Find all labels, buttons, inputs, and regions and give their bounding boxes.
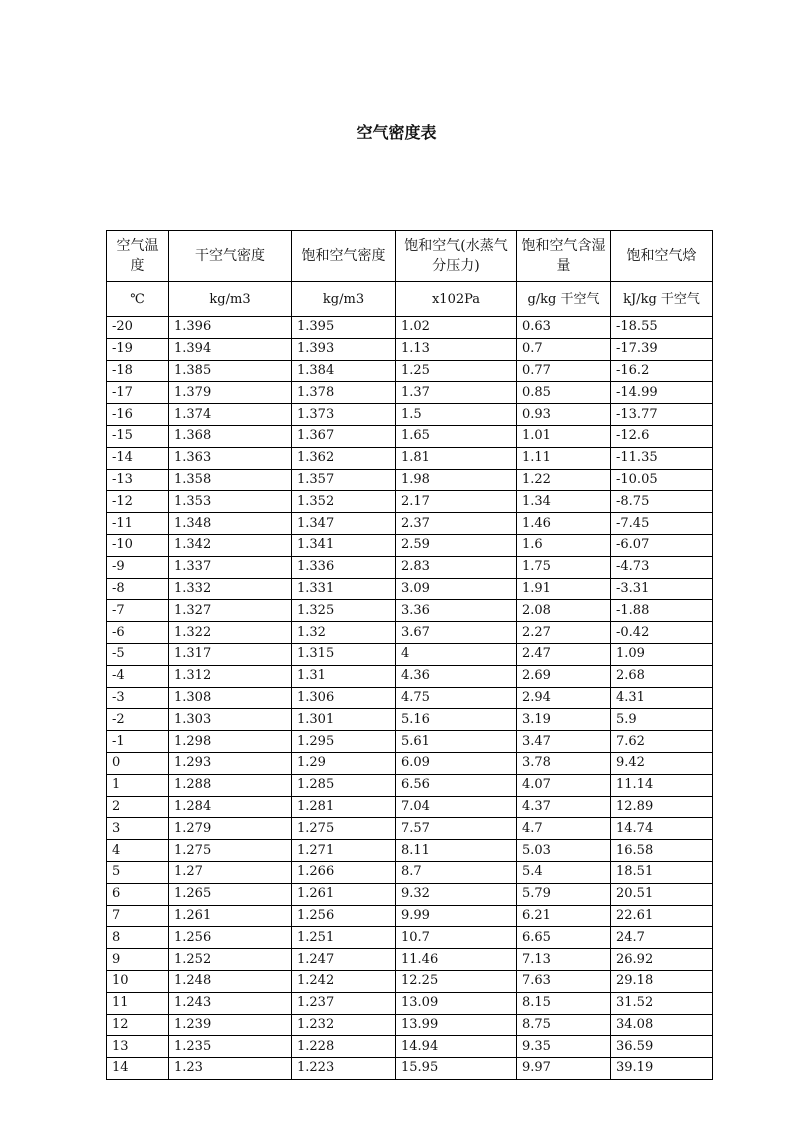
table-row — [107, 382, 713, 404]
cell-enthalpy: -0.42 — [611, 622, 713, 644]
cell-dry-air-density: 1.327 — [169, 600, 292, 622]
table-row — [107, 447, 713, 469]
cell-saturated-air-density: 1.336 — [292, 556, 396, 578]
cell-temperature: -5 — [107, 643, 169, 665]
unit-moisture-content: g/kg 干空气 — [517, 282, 611, 317]
table-row — [107, 752, 713, 774]
cell-temperature: -18 — [107, 360, 169, 382]
cell-saturated-air-density: 1.256 — [292, 905, 396, 927]
cell-moisture-content: 5.03 — [517, 840, 611, 862]
cell-temperature: -7 — [107, 600, 169, 622]
cell-enthalpy: 18.51 — [611, 861, 713, 883]
cell-moisture-content: 0.93 — [517, 404, 611, 426]
cell-dry-air-density: 1.284 — [169, 796, 292, 818]
cell-temperature: 9 — [107, 949, 169, 971]
cell-saturated-air-density: 1.232 — [292, 1014, 396, 1036]
cell-dry-air-density: 1.322 — [169, 622, 292, 644]
cell-vapor-pressure: 2.59 — [396, 534, 517, 556]
cell-vapor-pressure: 6.56 — [396, 774, 517, 796]
cell-vapor-pressure: 9.99 — [396, 905, 517, 927]
cell-saturated-air-density: 1.295 — [292, 731, 396, 753]
table-row — [107, 317, 713, 339]
cell-saturated-air-density: 1.247 — [292, 949, 396, 971]
cell-enthalpy: -14.99 — [611, 382, 713, 404]
cell-saturated-air-density: 1.242 — [292, 970, 396, 992]
cell-dry-air-density: 1.252 — [169, 949, 292, 971]
cell-enthalpy: 16.58 — [611, 840, 713, 862]
cell-temperature: -3 — [107, 687, 169, 709]
cell-moisture-content: 1.11 — [517, 447, 611, 469]
cell-dry-air-density: 1.27 — [169, 861, 292, 883]
cell-moisture-content: 5.4 — [517, 861, 611, 883]
cell-moisture-content: 8.75 — [517, 1014, 611, 1036]
cell-saturated-air-density: 1.341 — [292, 534, 396, 556]
cell-enthalpy: -10.05 — [611, 469, 713, 491]
cell-saturated-air-density: 1.29 — [292, 752, 396, 774]
cell-dry-air-density: 1.337 — [169, 556, 292, 578]
cell-temperature: -6 — [107, 622, 169, 644]
header-enthalpy: 饱和空气焓 — [611, 231, 713, 282]
unit-temperature: ℃ — [107, 282, 169, 317]
table-row — [107, 360, 713, 382]
cell-enthalpy: -3.31 — [611, 578, 713, 600]
cell-saturated-air-density: 1.362 — [292, 447, 396, 469]
cell-moisture-content: 5.79 — [517, 883, 611, 905]
cell-enthalpy: 22.61 — [611, 905, 713, 927]
cell-temperature: 4 — [107, 840, 169, 862]
cell-temperature: -8 — [107, 578, 169, 600]
cell-saturated-air-density: 1.251 — [292, 927, 396, 949]
cell-vapor-pressure: 1.25 — [396, 360, 517, 382]
cell-dry-air-density: 1.396 — [169, 317, 292, 339]
cell-saturated-air-density: 1.228 — [292, 1036, 396, 1058]
cell-moisture-content: 1.22 — [517, 469, 611, 491]
cell-enthalpy: 7.62 — [611, 731, 713, 753]
cell-saturated-air-density: 1.237 — [292, 992, 396, 1014]
table-row — [107, 949, 713, 971]
table-row — [107, 840, 713, 862]
cell-enthalpy: 5.9 — [611, 709, 713, 731]
cell-moisture-content: 4.07 — [517, 774, 611, 796]
cell-moisture-content: 3.78 — [517, 752, 611, 774]
cell-dry-air-density: 1.363 — [169, 447, 292, 469]
cell-enthalpy: 9.42 — [611, 752, 713, 774]
table-row — [107, 534, 713, 556]
cell-enthalpy: -16.2 — [611, 360, 713, 382]
table-row — [107, 1014, 713, 1036]
cell-vapor-pressure: 1.37 — [396, 382, 517, 404]
table-row — [107, 491, 713, 513]
cell-dry-air-density: 1.332 — [169, 578, 292, 600]
cell-saturated-air-density: 1.223 — [292, 1058, 396, 1080]
cell-moisture-content: 6.65 — [517, 927, 611, 949]
table-row — [107, 970, 713, 992]
cell-moisture-content: 2.47 — [517, 643, 611, 665]
cell-saturated-air-density: 1.325 — [292, 600, 396, 622]
cell-enthalpy: 2.68 — [611, 665, 713, 687]
table-row — [107, 818, 713, 840]
page-title: 空气密度表 — [356, 123, 437, 142]
cell-enthalpy: -18.55 — [611, 317, 713, 339]
cell-moisture-content: 7.63 — [517, 970, 611, 992]
header-saturated-air-density: 饱和空气密度 — [292, 231, 396, 282]
cell-enthalpy: -4.73 — [611, 556, 713, 578]
cell-vapor-pressure: 14.94 — [396, 1036, 517, 1058]
cell-moisture-content: 2.69 — [517, 665, 611, 687]
cell-dry-air-density: 1.308 — [169, 687, 292, 709]
table-row — [107, 883, 713, 905]
cell-vapor-pressure: 10.7 — [396, 927, 517, 949]
table-row — [107, 731, 713, 753]
cell-saturated-air-density: 1.315 — [292, 643, 396, 665]
cell-dry-air-density: 1.265 — [169, 883, 292, 905]
cell-dry-air-density: 1.312 — [169, 665, 292, 687]
cell-moisture-content: 3.19 — [517, 709, 611, 731]
cell-temperature: -13 — [107, 469, 169, 491]
cell-saturated-air-density: 1.373 — [292, 404, 396, 426]
cell-dry-air-density: 1.23 — [169, 1058, 292, 1080]
cell-moisture-content: 0.77 — [517, 360, 611, 382]
cell-enthalpy: 39.19 — [611, 1058, 713, 1080]
table-row — [107, 556, 713, 578]
cell-dry-air-density: 1.243 — [169, 992, 292, 1014]
cell-vapor-pressure: 3.09 — [396, 578, 517, 600]
cell-temperature: 7 — [107, 905, 169, 927]
cell-vapor-pressure: 12.25 — [396, 970, 517, 992]
table-row — [107, 774, 713, 796]
cell-temperature: -17 — [107, 382, 169, 404]
cell-saturated-air-density: 1.271 — [292, 840, 396, 862]
header-moisture-content: 饱和空气含湿量 — [517, 231, 611, 282]
cell-vapor-pressure: 5.16 — [396, 709, 517, 731]
cell-moisture-content: 4.7 — [517, 818, 611, 840]
cell-saturated-air-density: 1.395 — [292, 317, 396, 339]
cell-dry-air-density: 1.261 — [169, 905, 292, 927]
cell-dry-air-density: 1.256 — [169, 927, 292, 949]
header-dry-air-density: 干空气密度 — [169, 231, 292, 282]
cell-temperature: -10 — [107, 534, 169, 556]
cell-moisture-content: 0.85 — [517, 382, 611, 404]
cell-vapor-pressure: 15.95 — [396, 1058, 517, 1080]
cell-dry-air-density: 1.298 — [169, 731, 292, 753]
cell-temperature: -14 — [107, 447, 169, 469]
unit-vapor-pressure: x102Pa — [396, 282, 517, 317]
cell-moisture-content: 3.47 — [517, 731, 611, 753]
table-row — [107, 425, 713, 447]
cell-moisture-content: 4.37 — [517, 796, 611, 818]
cell-vapor-pressure: 5.61 — [396, 731, 517, 753]
cell-dry-air-density: 1.379 — [169, 382, 292, 404]
cell-vapor-pressure: 4 — [396, 643, 517, 665]
header-row — [107, 231, 713, 282]
cell-vapor-pressure: 1.65 — [396, 425, 517, 447]
cell-vapor-pressure: 1.02 — [396, 317, 517, 339]
cell-dry-air-density: 1.374 — [169, 404, 292, 426]
cell-enthalpy: 24.7 — [611, 927, 713, 949]
cell-enthalpy: -12.6 — [611, 425, 713, 447]
cell-enthalpy: -13.77 — [611, 404, 713, 426]
cell-moisture-content: 2.27 — [517, 622, 611, 644]
cell-saturated-air-density: 1.32 — [292, 622, 396, 644]
table-row — [107, 513, 713, 535]
cell-saturated-air-density: 1.357 — [292, 469, 396, 491]
cell-temperature: -1 — [107, 731, 169, 753]
cell-vapor-pressure: 1.5 — [396, 404, 517, 426]
cell-temperature: 3 — [107, 818, 169, 840]
cell-enthalpy: 14.74 — [611, 818, 713, 840]
cell-vapor-pressure: 4.36 — [396, 665, 517, 687]
cell-vapor-pressure: 1.98 — [396, 469, 517, 491]
cell-dry-air-density: 1.368 — [169, 425, 292, 447]
cell-dry-air-density: 1.248 — [169, 970, 292, 992]
cell-temperature: 12 — [107, 1014, 169, 1036]
cell-vapor-pressure: 3.67 — [396, 622, 517, 644]
cell-temperature: 0 — [107, 752, 169, 774]
cell-dry-air-density: 1.239 — [169, 1014, 292, 1036]
cell-dry-air-density: 1.288 — [169, 774, 292, 796]
cell-saturated-air-density: 1.352 — [292, 491, 396, 513]
cell-vapor-pressure: 13.99 — [396, 1014, 517, 1036]
cell-saturated-air-density: 1.261 — [292, 883, 396, 905]
cell-dry-air-density: 1.353 — [169, 491, 292, 513]
cell-moisture-content: 2.08 — [517, 600, 611, 622]
cell-enthalpy: 34.08 — [611, 1014, 713, 1036]
cell-enthalpy: 11.14 — [611, 774, 713, 796]
table-row — [107, 338, 713, 360]
cell-enthalpy: 29.18 — [611, 970, 713, 992]
cell-enthalpy: 1.09 — [611, 643, 713, 665]
cell-moisture-content: 9.97 — [517, 1058, 611, 1080]
cell-moisture-content: 0.7 — [517, 338, 611, 360]
header-temperature: 空气温度 — [107, 231, 169, 282]
cell-temperature: 11 — [107, 992, 169, 1014]
unit-enthalpy: kJ/kg 干空气 — [611, 282, 713, 317]
cell-temperature: 14 — [107, 1058, 169, 1080]
cell-saturated-air-density: 1.275 — [292, 818, 396, 840]
cell-temperature: 1 — [107, 774, 169, 796]
cell-dry-air-density: 1.293 — [169, 752, 292, 774]
cell-dry-air-density: 1.275 — [169, 840, 292, 862]
cell-temperature: 8 — [107, 927, 169, 949]
table-row — [107, 643, 713, 665]
cell-temperature: -19 — [107, 338, 169, 360]
air-density-table — [106, 230, 713, 1080]
cell-moisture-content: 2.94 — [517, 687, 611, 709]
cell-vapor-pressure: 8.11 — [396, 840, 517, 862]
cell-moisture-content: 1.91 — [517, 578, 611, 600]
table-row — [107, 1036, 713, 1058]
cell-saturated-air-density: 1.266 — [292, 861, 396, 883]
cell-temperature: -11 — [107, 513, 169, 535]
cell-temperature: -15 — [107, 425, 169, 447]
cell-temperature: -16 — [107, 404, 169, 426]
cell-vapor-pressure: 13.09 — [396, 992, 517, 1014]
cell-moisture-content: 1.01 — [517, 425, 611, 447]
cell-vapor-pressure: 2.37 — [396, 513, 517, 535]
cell-moisture-content: 8.15 — [517, 992, 611, 1014]
cell-saturated-air-density: 1.331 — [292, 578, 396, 600]
cell-enthalpy: -1.88 — [611, 600, 713, 622]
cell-enthalpy: 4.31 — [611, 687, 713, 709]
cell-vapor-pressure: 6.09 — [396, 752, 517, 774]
table-row — [107, 622, 713, 644]
cell-saturated-air-density: 1.378 — [292, 382, 396, 404]
cell-saturated-air-density: 1.301 — [292, 709, 396, 731]
table-row — [107, 927, 713, 949]
cell-vapor-pressure: 4.75 — [396, 687, 517, 709]
cell-enthalpy: -17.39 — [611, 338, 713, 360]
cell-enthalpy: -6.07 — [611, 534, 713, 556]
table-row — [107, 709, 713, 731]
table-row — [107, 1058, 713, 1080]
cell-saturated-air-density: 1.31 — [292, 665, 396, 687]
table-row — [107, 578, 713, 600]
cell-temperature: 13 — [107, 1036, 169, 1058]
cell-moisture-content: 1.6 — [517, 534, 611, 556]
cell-saturated-air-density: 1.306 — [292, 687, 396, 709]
cell-dry-air-density: 1.342 — [169, 534, 292, 556]
cell-moisture-content: 1.34 — [517, 491, 611, 513]
cell-vapor-pressure: 11.46 — [396, 949, 517, 971]
cell-vapor-pressure: 1.13 — [396, 338, 517, 360]
cell-temperature: -2 — [107, 709, 169, 731]
cell-moisture-content: 9.35 — [517, 1036, 611, 1058]
table-row — [107, 665, 713, 687]
table-row — [107, 992, 713, 1014]
cell-vapor-pressure: 3.36 — [396, 600, 517, 622]
unit-dry-air-density: kg/m3 — [169, 282, 292, 317]
cell-dry-air-density: 1.358 — [169, 469, 292, 491]
cell-dry-air-density: 1.385 — [169, 360, 292, 382]
table-row — [107, 469, 713, 491]
cell-vapor-pressure: 2.83 — [396, 556, 517, 578]
cell-dry-air-density: 1.303 — [169, 709, 292, 731]
cell-enthalpy: 20.51 — [611, 883, 713, 905]
cell-moisture-content: 6.21 — [517, 905, 611, 927]
cell-saturated-air-density: 1.393 — [292, 338, 396, 360]
cell-enthalpy: -8.75 — [611, 491, 713, 513]
cell-temperature: 2 — [107, 796, 169, 818]
table-row — [107, 404, 713, 426]
cell-saturated-air-density: 1.384 — [292, 360, 396, 382]
cell-dry-air-density: 1.394 — [169, 338, 292, 360]
cell-temperature: -20 — [107, 317, 169, 339]
table-row — [107, 905, 713, 927]
cell-enthalpy: -7.45 — [611, 513, 713, 535]
cell-temperature: -9 — [107, 556, 169, 578]
cell-vapor-pressure: 2.17 — [396, 491, 517, 513]
header-vapor-pressure: 饱和空气(水蒸气分压力) — [396, 231, 517, 282]
cell-dry-air-density: 1.235 — [169, 1036, 292, 1058]
cell-vapor-pressure: 7.04 — [396, 796, 517, 818]
table-row — [107, 687, 713, 709]
cell-saturated-air-density: 1.347 — [292, 513, 396, 535]
cell-vapor-pressure: 7.57 — [396, 818, 517, 840]
cell-dry-air-density: 1.348 — [169, 513, 292, 535]
cell-moisture-content: 1.75 — [517, 556, 611, 578]
cell-enthalpy: 12.89 — [611, 796, 713, 818]
units-row — [107, 282, 713, 317]
cell-enthalpy: 36.59 — [611, 1036, 713, 1058]
table-row — [107, 861, 713, 883]
cell-saturated-air-density: 1.285 — [292, 774, 396, 796]
cell-saturated-air-density: 1.281 — [292, 796, 396, 818]
unit-saturated-air-density: kg/m3 — [292, 282, 396, 317]
cell-temperature: 5 — [107, 861, 169, 883]
cell-enthalpy: -11.35 — [611, 447, 713, 469]
cell-temperature: 6 — [107, 883, 169, 905]
cell-saturated-air-density: 1.367 — [292, 425, 396, 447]
table-row — [107, 600, 713, 622]
cell-enthalpy: 26.92 — [611, 949, 713, 971]
cell-moisture-content: 7.13 — [517, 949, 611, 971]
table-row — [107, 796, 713, 818]
cell-dry-air-density: 1.317 — [169, 643, 292, 665]
cell-temperature: -12 — [107, 491, 169, 513]
cell-temperature: 10 — [107, 970, 169, 992]
cell-moisture-content: 0.63 — [517, 317, 611, 339]
cell-moisture-content: 1.46 — [517, 513, 611, 535]
cell-dry-air-density: 1.279 — [169, 818, 292, 840]
cell-enthalpy: 31.52 — [611, 992, 713, 1014]
cell-vapor-pressure: 8.7 — [396, 861, 517, 883]
cell-vapor-pressure: 9.32 — [396, 883, 517, 905]
cell-temperature: -4 — [107, 665, 169, 687]
cell-vapor-pressure: 1.81 — [396, 447, 517, 469]
